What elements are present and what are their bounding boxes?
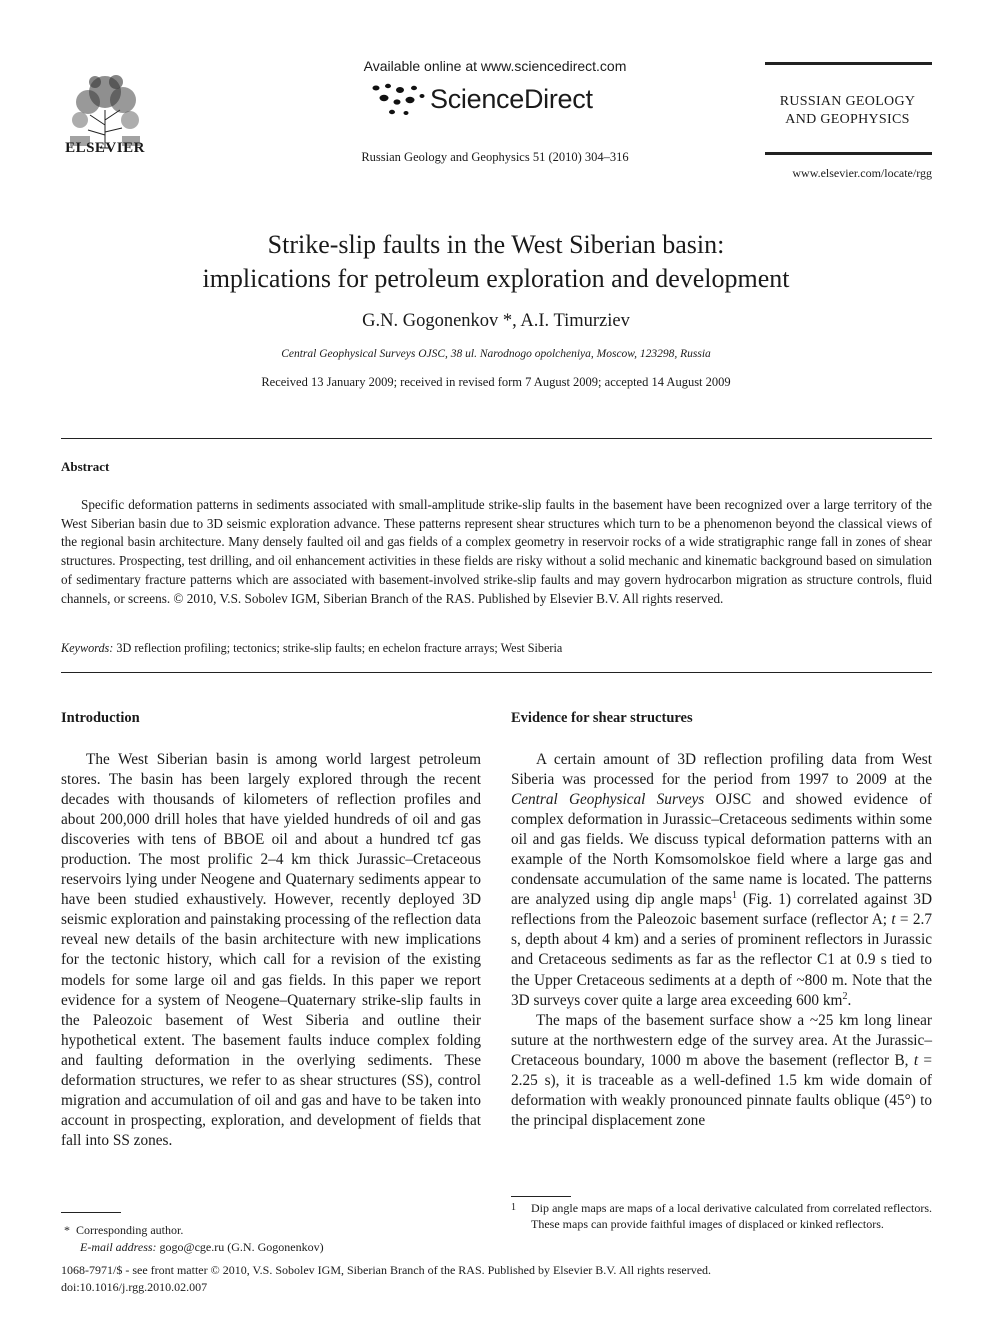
company-name: Central Geophysical Surveys (511, 791, 705, 809)
sciencedirect-logo-text: ScienceDirect (430, 84, 593, 114)
introduction-text: The West Siberian basin is among world largest petroleum stores. The basin has been largely explored through the recent decades with thousands of kilometers of reflection profiles and about 200,000 drill holes that have yielded hundreds of oil and gas discoveries with tens of BBOE oil and about a hundred tcf gas production. The most prolific 2–4 km thick Jurassic–Cretaceous reservoirs lying under Neogene and Quaternary sediments appear to have been studied exhaustively. However, recently deployed 3D seismic exploration and painstaking processing of the reflection data reveal new details of the basin architecture with new implications for the tectonic history, which call for a revision of the existing models for some large oil and gas fields. In this paper we report evidence for a system of Neogene–Quaternary strike-slip faults in the Paleozoic basement of West Siberia and outline their hypothetical extent. The basement faults induce complex folding and faulting deformation in the overlying sediments. These deformation structures, we refer to as shear structures (SS), control migration and accumulation of oil and gas and have to be taken into account in prospecting, exploration, and development of fields that fall into SS zones. (61, 751, 481, 1149)
authors: G.N. Gogonenkov *, A.I. Timurziev (362, 311, 630, 331)
keywords (61, 641, 932, 656)
affiliation: Central Geophysical Surveys OJSC, 38 ul. Narodnogo opolcheniya, Moscow, 123298, Russia (281, 348, 711, 360)
footnote-1 (511, 1200, 932, 1232)
journal-name: RUSSIAN GEOLOGY AND GEOPHYSICS (779, 94, 916, 127)
abstract-heading: Abstract (61, 459, 110, 474)
footnote-ref-1[interactable]: 1 (731, 890, 737, 902)
doi-link[interactable]: doi:10.1016/j.rgg.2010.02.007 (61, 1280, 208, 1294)
available-online-text: Available online at www.sciencedirect.com (363, 58, 627, 74)
email-address[interactable]: gogo@cge.ru (G.N. Gogonenkov) (159, 1240, 324, 1254)
title-line-1: Strike-slip faults in the West Siberian basin: (267, 230, 725, 259)
journal-top-rule (765, 62, 932, 65)
email-label: E-mail address: (80, 1240, 157, 1254)
received-dates: Received 13 January 2009; received in revised form 7 August 2009; accepted 14 August 2009 (261, 375, 731, 389)
front-matter (61, 1262, 711, 1296)
evidence-text (511, 750, 932, 1131)
title-line-2: implications for petroleum exploration and development (202, 264, 790, 293)
footnote-1-text: Dip angle maps are maps of a local derivative calculated from correlated reflectors. These maps can provide faithful images of displaced or kinked reflectors. (531, 1201, 932, 1231)
abstract-top-rule (61, 438, 932, 439)
article-title (60, 228, 932, 296)
publisher-name: ELSEVIER (65, 140, 145, 156)
abstract-bottom-rule (61, 672, 932, 673)
copyright-line: 1068-7971/$ - see front matter © 2010, V.S. Sobolev IGM, Siberian Branch of the RAS. Published by Elsevier B.V. All rights reserved. (61, 1263, 712, 1277)
introduction-heading: Introduction (61, 710, 140, 726)
journal-citation: Russian Geology and Geophysics 51 (2010) 304–316 (361, 150, 629, 164)
left-footnote-rule (61, 1212, 121, 1213)
keywords-label: Keywords: (61, 641, 114, 655)
asterisk-mark: * (64, 1223, 70, 1237)
right-footnote-rule (511, 1196, 571, 1197)
journal-url-link[interactable]: www.elsevier.com/locate/rgg (792, 166, 932, 180)
evidence-heading: Evidence for shear structures (511, 710, 693, 726)
abstract-text: Specific deformation patterns in sediments associated with small-amplitude strike-slip faults in the basement have been recognized over a large territory of the West Siberian basin due to 3D seismic exploration advance. These patterns represent shear structures which turn to be a phenomenon beyond the classical views of the regional basin architecture. Many densely faulted oil and gas fields of a complex geometry in reservoir rocks of a wide stratigraphic range fall in zones of shear structures. Prospecting, test drilling, and oil enhancement activities in these fields are risky without a solid mechanic and kinematic background based on simulation of sedimentary fracture patterns which are associated with basement-involved strike-slip faults and may govern hydrocarbon migration as structure controls, fluid channels, or screens. © 2010, V.S. Sobolev IGM, Siberian Branch of the RAS. Published by Elsevier B.V. All rights reserved. (61, 497, 932, 606)
footnote-1-mark: 1 (511, 1202, 516, 1213)
sciencedirect-dots-icon (370, 80, 430, 120)
keywords-list: 3D reflection profiling; tectonics; strike-slip faults; en echelon fracture arrays; West Siberia (116, 641, 563, 655)
corresponding-author-footnote: * Corresponding author. E-mail address: gogo@cge.ru (G.N. Gogonenkov) (64, 1223, 324, 1254)
journal-bottom-rule (765, 152, 932, 155)
evidence-paragraph-1: A certain amount of 3D reflection profiling data from West Siberia was processed for the period from 1997 to 2009 at the Central Geophysical Surveys OJSC and showed evidence of complex deformation in Jurassic–Cretaceous sediments within some oil and gas fields. We discuss typical deformation patterns with an example of the North Komsomolskoe field where a large gas and condensate accumulation of the same name is located. The patterns are analyzed using dip angle maps$^1$ (Fig. 1) correlated against 3D reflections from the Paleozoic basement surface (reflector A; t = 2.7 s, depth about 4 km) and a series of prominent reflectors in Jurassic and Cretaceous sediments as far as the reflector C1 at 0.9 s tied to the Upper Cretaceous sediments at a depth of ~800 m. Note that the 3D surveys cover quite a large area exceeding 600 $km^2$. (511, 751, 932, 1009)
evidence-paragraph-2: The maps of the basement surface show a ~25 km long linear suture at the northwestern edge of the survey area. At the Jurassic–Cretaceous boundary, 1000 m above the basement (reflector B, t = 2.25 s), it is traceable as a well-defined 1.5 km wide domain of deformation with weakly pronounced pinnate faults oblique (45°) to the principal displacement zone (511, 1011, 933, 1129)
